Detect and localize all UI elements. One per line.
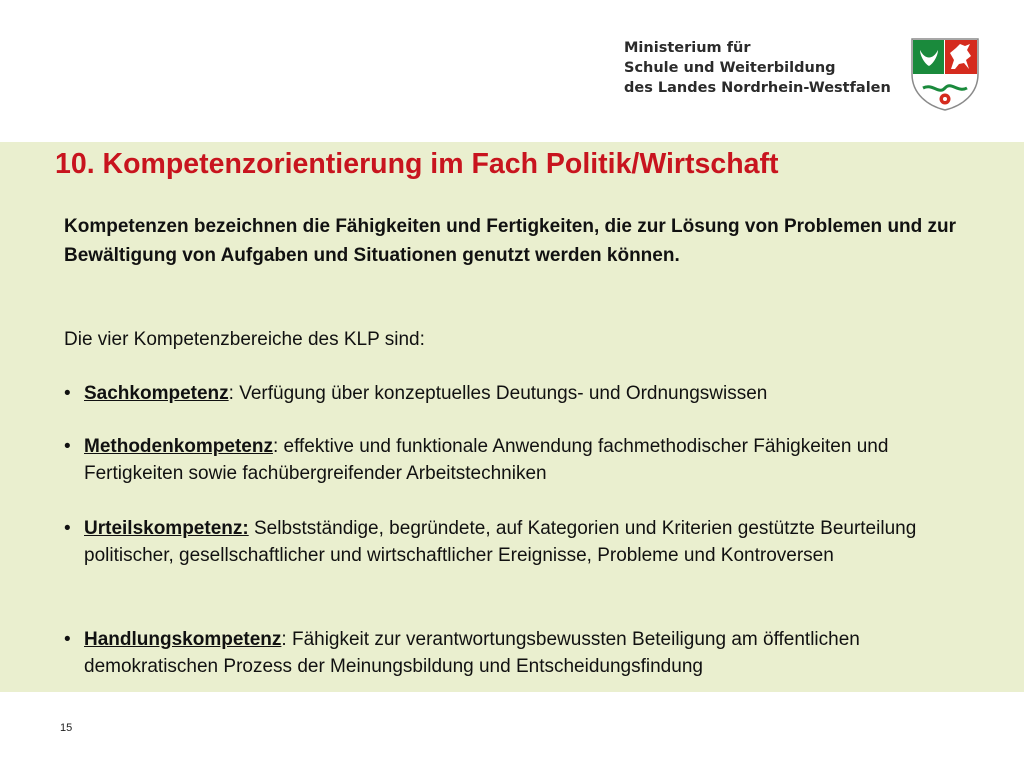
- ministry-line-1: Ministerium für: [624, 40, 751, 56]
- definition-urteilskompetenz: Selbstständige, begründete, auf Kategorien und Kriterien gestützte Beurteilung politischer, gesellschaftlicher und wirtschaftlicher Ereignisse, Probleme und Kontroversen: [84, 518, 917, 566]
- ministry-line-2: Schule und Weiterbildung: [624, 60, 836, 76]
- term-separator: :: [228, 383, 234, 404]
- slide-title: 10. Kompetenzorientierung im Fach Politik/Wirtschaft: [55, 148, 779, 180]
- bullet-icon: •: [64, 436, 71, 457]
- bullet-icon: •: [64, 518, 71, 539]
- term-sachkompetenz: Sachkompetenz: [84, 383, 229, 404]
- definition-handlungskompetenz: Fähigkeit zur verantwortungsbewussten Beteiligung am öffentlichen demokratischen Prozess der Meinungsbildung und Entscheidungsfindung: [84, 629, 860, 677]
- term-methodenkompetenz: Methodenkompetenz: [84, 436, 273, 457]
- term-urteilskompetenz: Urteilskompetenz:: [84, 518, 249, 539]
- nrw-coat-of-arms-icon: [909, 36, 981, 112]
- list-item-body: [84, 626, 974, 680]
- ministry-name: [624, 38, 891, 98]
- list-item-body: [84, 515, 974, 569]
- list-item-body: [84, 380, 974, 407]
- lead-line: Die vier Kompetenzbereiche des KLP sind:: [64, 329, 425, 350]
- bullet-icon: •: [64, 629, 71, 650]
- ministry-line-3: des Landes Nordrhein-Westfalen: [624, 80, 891, 96]
- bullet-icon: •: [64, 383, 71, 404]
- term-separator: :: [272, 436, 279, 457]
- intro-paragraph: Kompetenzen bezeichnen die Fähigkeiten und Fertigkeiten, die zur Lösung von Problemen und zur Bewältigung von Aufgaben und Situationen genutzt werden können.: [64, 216, 957, 266]
- page-number: 15: [60, 722, 73, 734]
- definition-methodenkompetenz: effektive und funktionale Anwendung fachmethodischer Fähigkeiten und Fertigkeiten sowie fachübergreifender Arbeitstechniken: [84, 436, 889, 484]
- definition-sachkompetenz: Verfügung über konzeptuelles Deutungs- und Ordnungswissen: [233, 383, 768, 404]
- term-separator: :: [281, 629, 287, 650]
- list-item-body: [84, 433, 974, 487]
- term-handlungskompetenz: Handlungskompetenz: [84, 629, 282, 650]
